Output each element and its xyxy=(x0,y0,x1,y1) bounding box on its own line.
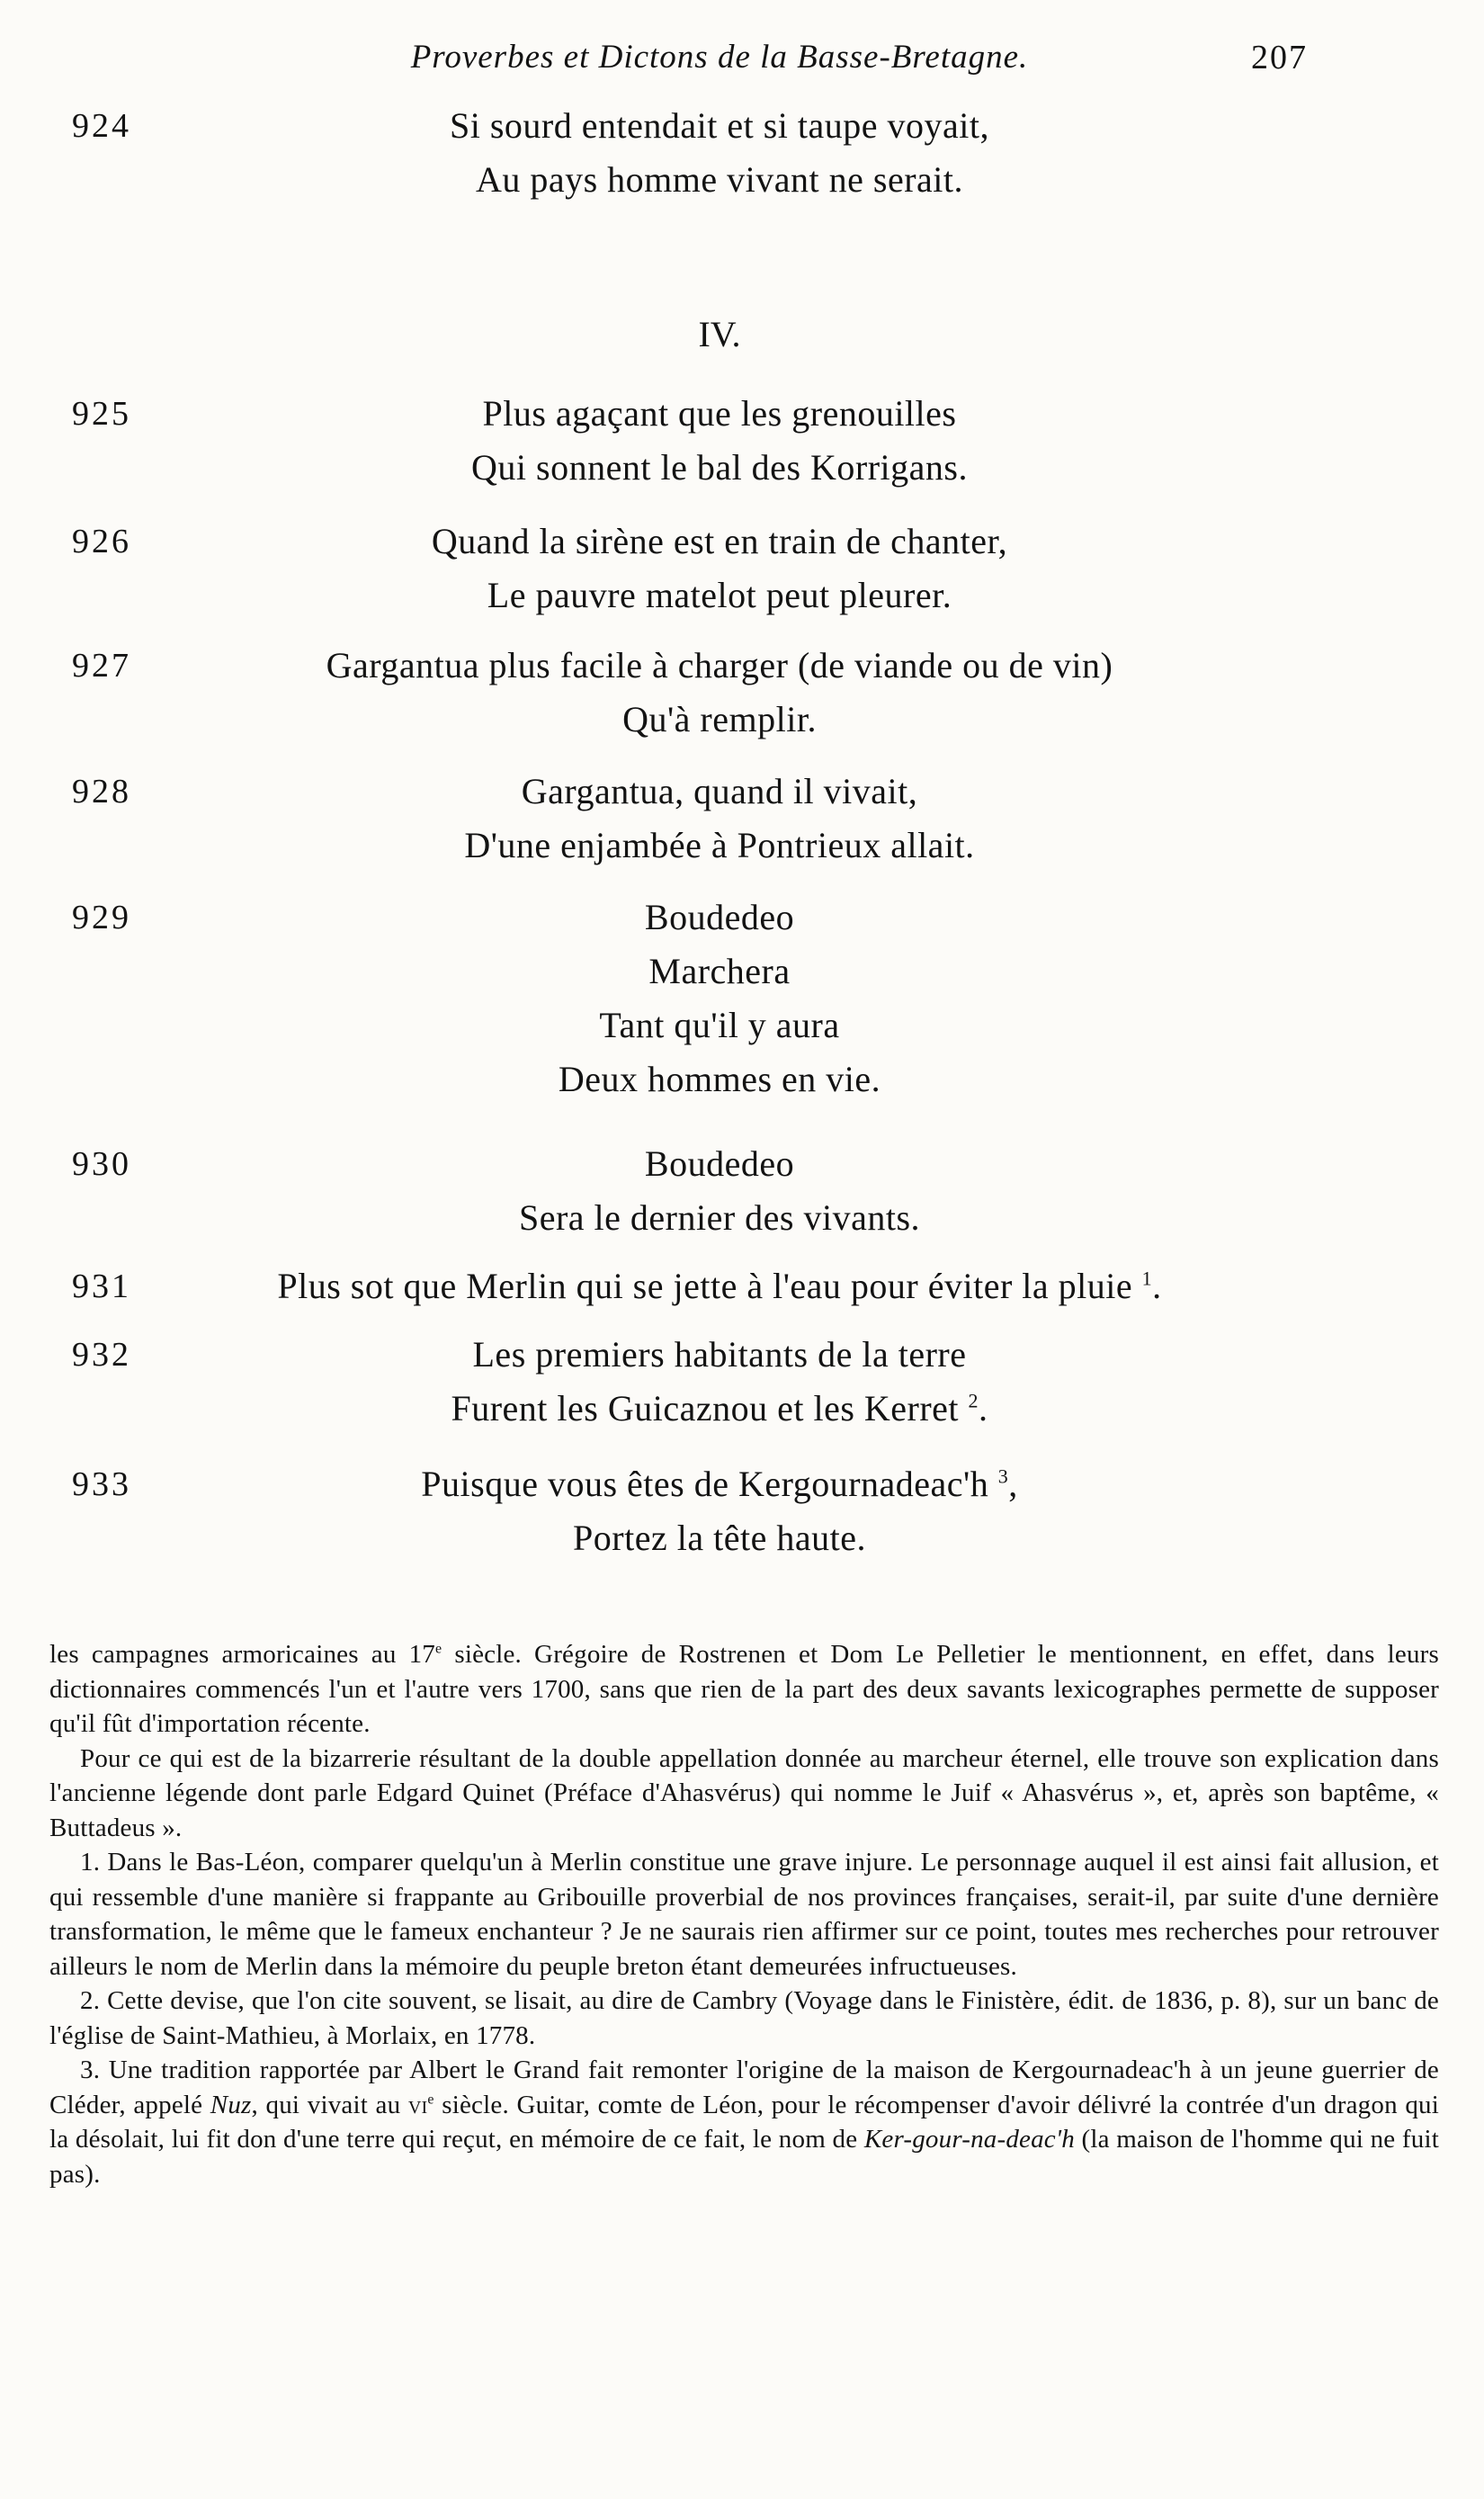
proverb-number: 930 xyxy=(72,1145,131,1183)
proverb-number: 926 xyxy=(72,523,131,560)
proverb-number: 927 xyxy=(72,647,131,685)
proverb-entry-925 xyxy=(0,387,1484,495)
proverb-line: Plus sot que Merlin qui se jette à l'eau pour éviter la pluie $^1$. xyxy=(277,1266,1162,1306)
proverb-entry-924 xyxy=(0,99,1484,207)
proverb-entry-930 xyxy=(0,1137,1484,1245)
proverb-number: 928 xyxy=(72,773,131,811)
proverb-line: Deux hommes en vie. xyxy=(558,1059,881,1099)
proverb-line: Quand la sirène est en train de chanter, xyxy=(431,521,1008,561)
proverb-line: Au pays homme vivant ne serait. xyxy=(475,159,964,200)
proverb-number: 925 xyxy=(72,395,131,433)
proverbs-section xyxy=(0,99,1484,1565)
footnote-continuation: les campagnes armoricaines au 17e siècle. Grégoire de Rostrenen et Dom Le Pelletier le mentionnent, en effet, dans leurs dictionnaires commencés l'un et l'autre vers 1700, sans que rien de la part des deux savants lexicographes permette de supposer qu'il fût d'importation récente. xyxy=(49,1640,1439,1738)
proverb-entry-928 xyxy=(0,765,1484,873)
proverb-entry-932 xyxy=(0,1328,1484,1436)
proverb-entry-927 xyxy=(0,639,1484,747)
proverb-line: Gargantua plus facile à charger (de viande ou de vin) xyxy=(326,645,1113,685)
proverb-line: Sera le dernier des vivants. xyxy=(518,1197,921,1238)
running-header-title: Proverbes et Dictons de la Basse-Bretagne. xyxy=(410,39,1029,76)
proverb-line: Puisque vous êtes de Kergournadeac'h $^3$, xyxy=(421,1464,1018,1504)
running-header xyxy=(0,0,1484,86)
proverb-entry-926 xyxy=(0,515,1484,623)
page-number: 207 xyxy=(1251,39,1308,76)
footnote-3: 3. Une tradition rapportée par Albert le Grand fait remonter l'origine de la maison de Kergournadeac'h à un jeune guerrier de Cléder, appelé Nuz, qui vivait au $vi^e$ siècle. Guitar, comte de Léon, pour le récompenser d'avoir délivré la contrée d'un dragon qui la désolait, lui fit don d'une terre qui reçut, en mémoire de ce fait, le nom de Ker-gour-na-deac'h (la maison de l'homme qui ne fuit pas). xyxy=(49,2056,1440,2189)
proverb-entry-929 xyxy=(0,891,1484,1106)
proverb-line: Gargantua, quand il vivait, xyxy=(521,771,918,811)
proverb-number: 924 xyxy=(72,107,131,145)
proverb-entry-933 xyxy=(0,1457,1484,1565)
proverb-number: 931 xyxy=(72,1267,131,1305)
proverb-line: D'une enjambée à Pontrieux allait. xyxy=(464,825,975,865)
proverb-line: Qu'à remplir. xyxy=(622,699,817,739)
footnote-2: 2. Cette devise, que l'on cite souvent, se lisait, au dire de Cambry (Voyage dans le Finistère, édit. de 1836, p. 8), sur un banc de l'église de Saint-Mathieu, à Morlaix, en 1778. xyxy=(49,1986,1439,2050)
proverb-line: Tant qu'il y aura xyxy=(599,1005,840,1045)
footnote-paragraph-ahasverus: Pour ce qui est de la bizarrerie résultant de la double appellation donnée au marcheur éternel, elle trouve son explication dans l'ancienne légende dont parle Edgard Quinet (Préface d'Ahasvérus) qui nomme le Juif « Ahasvérus », et, après son baptême, « Buttadeus ». xyxy=(49,1743,1439,1842)
proverb-entry-931 xyxy=(0,1259,1484,1313)
proverb-line: Boudedeo xyxy=(644,1143,795,1184)
proverb-line: Marchera xyxy=(648,951,791,991)
proverb-line: Le pauvre matelot peut pleurer. xyxy=(487,575,952,615)
proverb-line: Plus agaçant que les grenouilles xyxy=(482,393,957,434)
proverb-line: Boudedeo xyxy=(644,897,795,937)
proverb-line: Qui sonnent le bal des Korrigans. xyxy=(471,447,968,488)
proverb-line: Furent les Guicaznou et les Kerret $^2$. xyxy=(451,1388,988,1429)
proverb-line: Les premiers habitants de la terre xyxy=(472,1334,967,1375)
footnote-1: 1. Dans le Bas-Léon, comparer quelqu'un à Merlin constitue une grave injure. Le personnage auquel il est ainsi fait allusion, et qui ressemble d'une manière si frappante au Gribouille proverbial de nos provinces françaises, serait-il, par suite d'une dernière transformation, le même que le fameux enchanteur ? Je ne saurais rien affirmer sur ce point, toutes mes recherches pour retrouver ailleurs le nom de Merlin dans la mémoire du peuple breton étant demeurées infructueuses. xyxy=(49,1848,1439,1981)
proverb-number: 929 xyxy=(72,899,131,936)
proverb-number: 933 xyxy=(72,1465,131,1503)
proverb-line: Portez la tête haute. xyxy=(573,1518,866,1558)
proverb-number: 932 xyxy=(72,1336,131,1374)
proverb-line: Si sourd entendait et si taupe voyait, xyxy=(450,105,989,146)
section-heading: IV. xyxy=(698,314,741,354)
footnotes-block xyxy=(0,1637,1484,2191)
